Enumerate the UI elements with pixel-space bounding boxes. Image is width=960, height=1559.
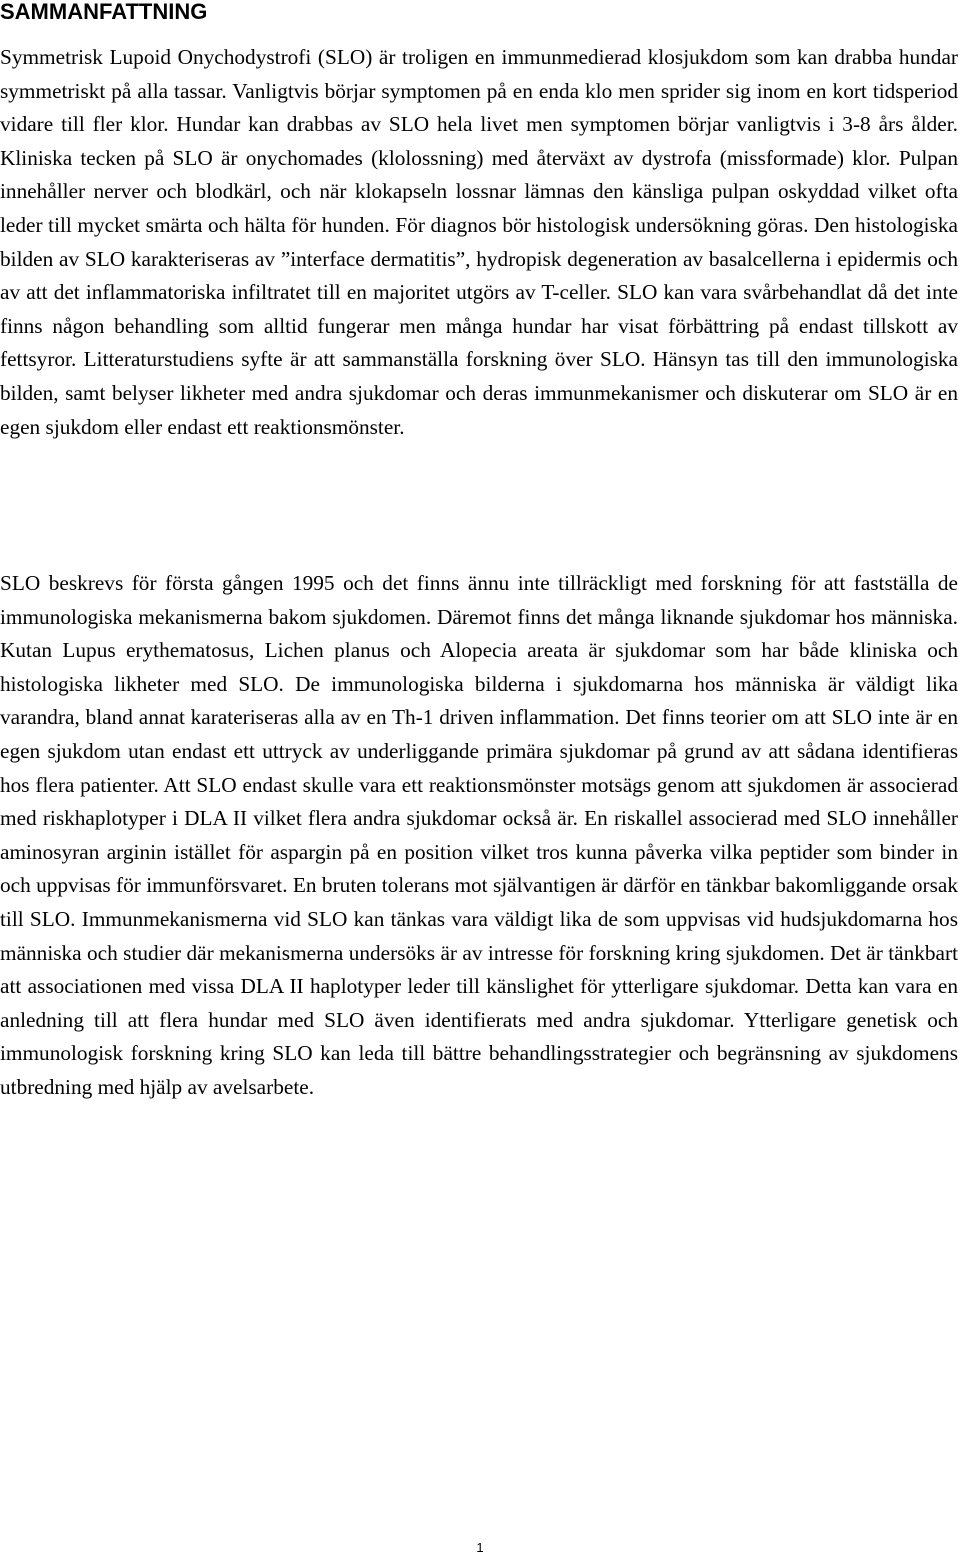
page-number: 1 [476, 1540, 484, 1555]
section-heading: SAMMANFATTNING [0, 0, 208, 24]
summary-paragraph-1: Symmetrisk Lupoid Onychodystrofi (SLO) är troligen en immunmedierad klosjukdom som kan drabba hundar symmetriskt på alla tassar. Vanligtvis börjar symptomen på en enda klo men sprider sig inom en kort tidsperiod vidare till fler klor. Hundar kan drabbas av SLO hela livet men symptomen börjar vanligtvis i 3-8 års ålder. Kliniska tecken på SLO är onychomades (klolossning) med återväxt av dystrofa (missformade) klor. Pulpan innehåller nerver och blodkärl, och när klokapseln lossnar lämnas den känsliga pulpan oskyddad vilket ofta leder till mycket smärta och hälta för hunden. För diagnos bör histologisk undersökning göras. Den histologiska bilden av SLO karakteriseras av ”interface dermatitis”, hydropisk degeneration av basalcellerna i epidermis och av att det inflammatoriska infiltratet till en majoritet utgörs av T-celler. SLO kan vara svårbehandlat då det inte finns någon behandling som alltid fungerar men många hundar har visat förbättring på endast tillskott av fettsyror. Litteraturstudiens syfte är att sammanställa forskning över SLO. Hänsyn tas till den immunologiska bilden, samt belyser likheter med andra sjukdomar och deras immunmekanismer och diskuterar om SLO är en egen sjukdom eller endast ett reaktionsmönster. [0, 45, 958, 439]
summary-paragraph-2: SLO beskrevs för första gången 1995 och det finns ännu inte tillräckligt med forskning för att fastställa de immunologiska mekanismerna bakom sjukdomen. Däremot finns det många liknande sjukdomar hos människa. Kutan Lupus erythematosus, Lichen planus och Alopecia areata är sjukdomar som har både kliniska och histologiska likheter med SLO. De immunologiska bilderna i sjukdomarna hos människa är väldigt lika varandra, bland annat karateriseras alla av en Th-1 driven inflammation. Det finns teorier om att SLO inte är en egen sjukdom utan endast ett uttryck av underliggande primära sjukdomar på grund av att sådana identifieras hos flera patienter. Att SLO endast skulle vara ett reaktionsmönster motsägs genom att sjukdomen är associerad med riskhaplotyper i DLA II vilket flera andra sjukdomar också är. En riskallel associerad med SLO innehåller aminosyran arginin istället för aspargin på en position vilket tros kunna påverka vilka peptider som binder in och uppvisas för immunförsvaret. En bruten tolerans mot självantigen är därför en tänkbar bakomliggande orsak till SLO. Immunmekanismerna vid SLO kan tänkas vara väldigt lika de som uppvisas vid hudsjukdomarna hos människa och studier där mekanismerna undersöks är av intresse för forskning kring sjukdomen. Det är tänkbart att associationen med vissa DLA II haplotyper leder till känslighet för ytterligare sjukdomar. Detta kan vara en anledning till att flera hundar med SLO även identifierats med andra sjukdomar. Ytterligare genetisk och immunologisk forskning kring SLO kan leda till bättre behandlingsstrategier och begränsning av sjukdomens utbredning med hjälp av avelsarbete. [0, 571, 958, 1099]
